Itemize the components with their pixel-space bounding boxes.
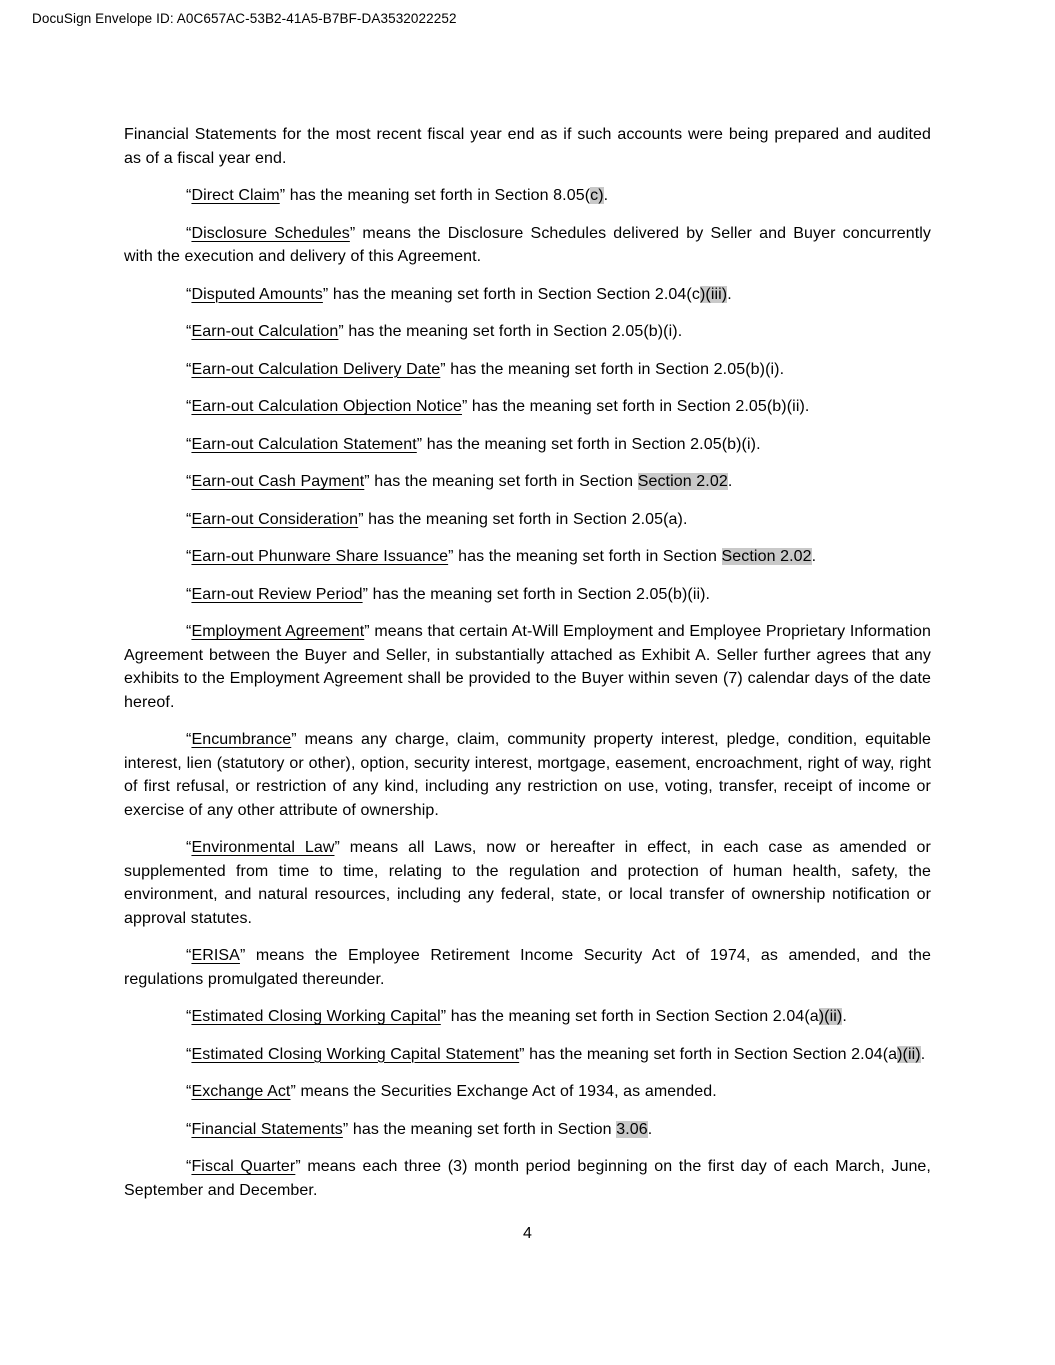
- definition-exchange-act: [124, 1080, 931, 1104]
- defined-term: ERISA: [191, 947, 240, 964]
- definition-direct-claim: [124, 184, 931, 208]
- text-run: “: [186, 1045, 192, 1063]
- defined-term: Direct Claim: [191, 187, 280, 204]
- definition-environmental-law: [124, 836, 931, 930]
- text-run: “: [186, 360, 192, 378]
- text-run: “: [186, 398, 192, 415]
- definition-employment-agreement: [124, 620, 931, 714]
- paragraph-continuation: [124, 123, 931, 170]
- page-number: 4: [523, 1225, 532, 1242]
- docusign-envelope-id: DocuSign Envelope ID: A0C657AC-53B2-41A5-B7BF-DA3532022252: [32, 11, 457, 26]
- definition-erisa: [124, 944, 931, 991]
- highlighted-text: Section 2.02: [637, 473, 728, 490]
- text-run: .: [842, 1008, 847, 1025]
- text-run: ” means that certain At-Will Employment and Employee Proprietary Information Agreement between the Buyer and Seller, in substantially attached as Exhibit A. Seller further agrees that any exhibits to the Employment Agreement shall be provided to the Buyer within seven (7) calendar days of the date hereof.: [124, 623, 931, 711]
- text-run: “: [186, 435, 192, 453]
- text-run: “: [186, 1120, 192, 1138]
- highlighted-text: )(ii): [897, 1045, 921, 1063]
- text-run: ” means each three (3) month period beginning on the first day of each March, June, September and December.: [124, 1158, 931, 1199]
- definition-encumbrance: [124, 728, 931, 822]
- text-run: .: [811, 548, 817, 565]
- text-run: “: [186, 623, 192, 640]
- text-run: “: [186, 585, 192, 603]
- defined-term: Employment Agreement: [191, 623, 365, 640]
- text-run: ” has the meaning set forth in Section Section 2.04(a: [519, 1045, 898, 1063]
- text-run: “: [186, 548, 192, 565]
- definition-earn-out-review-period: [124, 583, 931, 607]
- text-run: “: [186, 1008, 192, 1025]
- text-run: “: [186, 1158, 192, 1175]
- definition-estimated-closing-working-capital-statement: [124, 1043, 931, 1067]
- definition-financial-statements: [124, 1118, 931, 1142]
- defined-term: Estimated Closing Working Capital: [191, 1008, 441, 1025]
- defined-term: Earn-out Consideration: [191, 510, 359, 528]
- definition-earn-out-calculation-statement: [124, 433, 931, 457]
- text-run: .: [603, 187, 609, 204]
- text-run: ” has the meaning set forth in Section: [448, 548, 722, 565]
- text-run: “: [186, 323, 192, 340]
- highlighted-text: )(iii): [699, 285, 728, 303]
- defined-term: Earn-out Cash Payment: [191, 473, 365, 490]
- text-run: ” means any charge, claim, community property interest, pledge, condition, equitable interest, lien (statutory or other), option, security interest, mortgage, easement, encroachment, right of way, right of first refusal, or restriction of any kind, including any restriction on use, voting, transfer, receipt of income or exercise of any other attribute of ownership.: [124, 731, 931, 819]
- defined-term: Earn-out Calculation Objection Notice: [191, 398, 462, 415]
- defined-term: Financial Statements: [191, 1120, 343, 1138]
- definition-earn-out-phunware-share-issuance: [124, 545, 931, 569]
- text-run: .: [727, 473, 733, 490]
- text-run: ” has the meaning set forth in Section 8.05(: [279, 187, 591, 204]
- defined-term: Fiscal Quarter: [191, 1158, 296, 1175]
- text-run: “: [186, 224, 192, 242]
- text-run: “: [186, 285, 192, 303]
- defined-term: Disclosure Schedules: [191, 224, 350, 242]
- text-run: ” means the Employee Retirement Income Security Act of 1974, as amended, and the regulations promulgated thereunder.: [124, 947, 931, 988]
- text-run: Financial Statements for the most recent fiscal year end as if such accounts were being prepared and audited as of a fiscal year end.: [124, 126, 931, 167]
- highlighted-text: )(ii): [818, 1008, 843, 1025]
- defined-term: Estimated Closing Working Capital Statement: [191, 1045, 520, 1063]
- text-run: ” has the meaning set forth in Section 2.05(b)(i).: [338, 323, 683, 340]
- text-run: ” has the meaning set forth in Section: [342, 1120, 617, 1138]
- text-run: “: [186, 731, 192, 748]
- document-body: [124, 123, 931, 1216]
- text-run: ” means the Disclosure Schedules delivered by Seller and Buyer concurrently with the execution and delivery of this Agreement.: [124, 224, 931, 265]
- text-run: .: [920, 1045, 926, 1063]
- text-run: ” means all Laws, now or hereafter in effect, in each case as amended or supplemented from time to time, relating to the regulation and protection of human health, safety, the environment, and natural resources, including any federal, state, or local transfer of ownership notification or approval statutes.: [124, 839, 931, 927]
- text-run: ” has the meaning set forth in Section 2.05(b)(i).: [416, 435, 761, 453]
- text-run: ” has the meaning set forth in Section 2.05(b)(i).: [440, 360, 785, 378]
- highlighted-text: c): [590, 187, 604, 204]
- text-run: ” has the meaning set forth in Section 2.05(a).: [358, 510, 688, 528]
- definition-estimated-closing-working-capital: [124, 1005, 931, 1029]
- text-run: ” means the Securities Exchange Act of 1934, as amended.: [290, 1083, 717, 1100]
- defined-term: Earn-out Calculation Statement: [191, 435, 417, 453]
- text-run: .: [647, 1120, 653, 1138]
- definition-earn-out-calculation-objection-notice: [124, 395, 931, 419]
- text-run: “: [186, 1083, 192, 1100]
- text-run: “: [186, 839, 192, 856]
- definition-earn-out-calculation-delivery-date: [124, 358, 931, 382]
- defined-term: Environmental Law: [191, 839, 335, 856]
- defined-term: Exchange Act: [191, 1083, 291, 1100]
- defined-term: Earn-out Review Period: [191, 585, 363, 603]
- definition-earn-out-cash-payment: [124, 470, 931, 494]
- highlighted-text: 3.06: [616, 1120, 648, 1138]
- text-run: ” has the meaning set forth in Section Section 2.04(a: [440, 1008, 819, 1025]
- text-run: “: [186, 187, 192, 204]
- text-run: .: [727, 285, 732, 303]
- text-run: ” has the meaning set forth in Section 2.05(b)(ii).: [362, 585, 711, 603]
- text-run: ” has the meaning set forth in Section: [364, 473, 638, 490]
- defined-term: Encumbrance: [191, 731, 292, 748]
- text-run: “: [186, 947, 192, 964]
- defined-term: Earn-out Phunware Share Issuance: [191, 548, 449, 565]
- text-run: ” has the meaning set forth in Section Section 2.04(c: [322, 285, 700, 303]
- text-run: “: [186, 510, 192, 528]
- defined-term: Earn-out Calculation: [191, 323, 339, 340]
- text-run: ” has the meaning set forth in Section 2.05(b)(ii).: [461, 398, 810, 415]
- text-run: “: [186, 473, 192, 490]
- definition-earn-out-calculation: [124, 320, 931, 344]
- definition-fiscal-quarter: [124, 1155, 931, 1202]
- highlighted-text: Section 2.02: [721, 548, 812, 565]
- definition-disputed-amounts: [124, 283, 931, 307]
- defined-term: Disputed Amounts: [191, 285, 323, 303]
- definition-disclosure-schedules: [124, 222, 931, 269]
- definition-earn-out-consideration: [124, 508, 931, 532]
- defined-term: Earn-out Calculation Delivery Date: [191, 360, 441, 378]
